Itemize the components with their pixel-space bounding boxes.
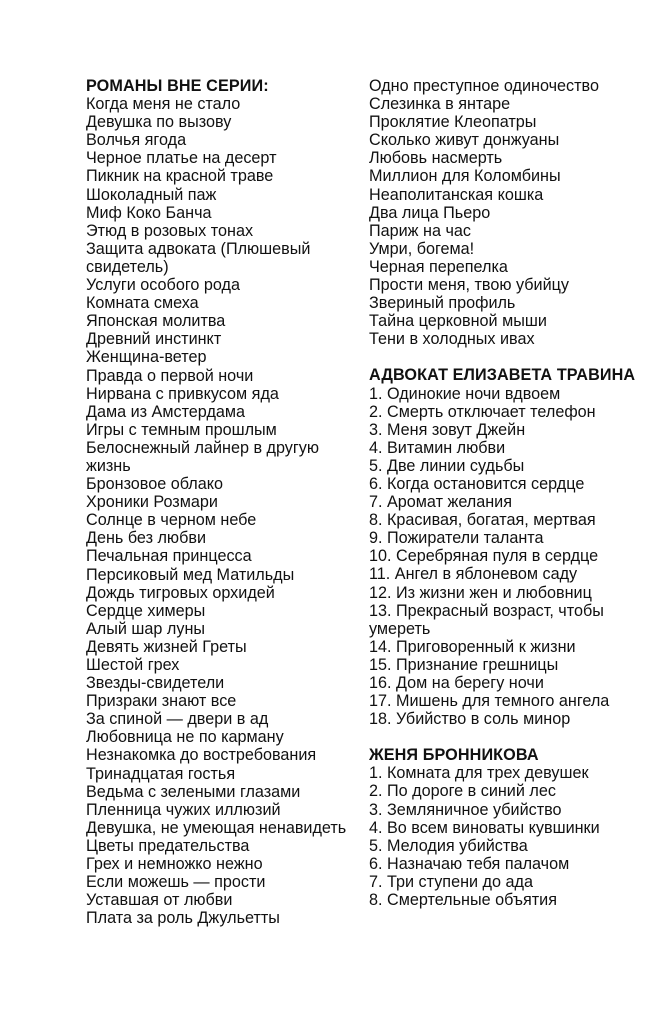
left-column	[86, 77, 354, 927]
section-spacer	[369, 348, 645, 366]
list-item: Если можешь — прости	[86, 873, 266, 892]
bronnikova-list	[369, 764, 645, 909]
list-item: Одно преступное одиночество	[369, 77, 599, 95]
list-item: Женщина-ветер	[86, 348, 207, 367]
list-item: Цветы предательства	[86, 836, 250, 855]
list-item: 3. Меня зовут Джейн	[369, 420, 526, 439]
list-item: Услуги особого рода	[86, 276, 240, 295]
list-item: Черная перепелка	[369, 257, 508, 276]
list-item: Солнце в черном небе	[86, 511, 257, 530]
list-item: Белоснежный лайнер в другую жизнь	[86, 438, 320, 475]
list-item: Этюд в розовых тонах	[86, 221, 254, 240]
list-item: Грех и немножко нежно	[86, 855, 263, 874]
list-item: 3. Земляничное убийство	[369, 800, 562, 819]
list-item: Прости меня, твою убийцу	[369, 276, 569, 295]
list-item: Нирвана с привкусом яда	[86, 384, 279, 403]
list-item: Правда о первой ночи	[86, 366, 254, 385]
list-item: 13. Прекрасный возраст, чтобы умереть	[369, 601, 604, 638]
list-item: Печальная принцесса	[86, 547, 252, 566]
list-item: Девушка, не умеющая ненавидеть	[86, 818, 347, 837]
list-item: Сколько живут донжуаны	[369, 131, 560, 150]
list-item: 12. Из жизни жен и любовниц	[369, 583, 592, 602]
list-item: 11. Ангел в яблоневом саду	[369, 565, 578, 584]
list-item: Миллион для Коломбины	[369, 167, 561, 186]
list-item: 6. Когда остановится сердце	[369, 474, 585, 493]
list-item: 5. Две линии судьбы	[369, 456, 525, 475]
list-item: 15. Признание грешницы	[369, 655, 559, 674]
list-item: Плата за роль Джульетты	[86, 909, 280, 928]
section-heading-travina: АДВОКАТ ЕЛИЗАВЕТА ТРАВИНА	[369, 366, 636, 385]
list-item: 4. Во всем виноваты кувшинки	[369, 818, 600, 837]
list-item: Шоколадный паж	[86, 185, 217, 204]
list-item: Защита адвоката (Плюшевый свидетель)	[86, 239, 311, 276]
section-heading-standalone: РОМАНЫ ВНЕ СЕРИИ:	[86, 77, 269, 95]
list-item: Дама из Амстердама	[86, 402, 246, 421]
list-item: 14. Приговоренный к жизни	[369, 637, 576, 656]
list-item: Любовница не по карману	[86, 728, 284, 747]
list-item: Пленница чужих иллюзий	[86, 800, 281, 819]
list-item: Незнакомка до востребования	[86, 746, 317, 765]
list-item: Пикник на красной траве	[86, 167, 274, 186]
list-item: 18. Убийство в соль минор	[369, 710, 571, 729]
list-item: Звериный профиль	[369, 294, 516, 313]
list-item: Ведьма с зелеными глазами	[86, 782, 301, 801]
list-item: Древний инстинкт	[86, 330, 222, 349]
list-item: Хроники Розмари	[86, 493, 218, 512]
standalone-list-right	[369, 77, 645, 348]
section-spacer	[369, 728, 645, 746]
list-item: Париж на час	[369, 221, 471, 240]
standalone-list-left	[86, 95, 354, 927]
list-item: Сердце химеры	[86, 601, 206, 620]
list-item: Комната смеха	[86, 294, 199, 313]
list-item: За спиной — двери в ад	[86, 710, 269, 729]
list-item: Черное платье на десерт	[86, 149, 277, 168]
list-item: Уставшая от любви	[86, 891, 233, 910]
list-item: Тринадцатая гостья	[86, 764, 236, 783]
list-item: Умри, богема!	[369, 239, 475, 258]
list-item: 6. Назначаю тебя палачом	[369, 854, 570, 873]
list-item: Проклятие Клеопатры	[369, 113, 537, 132]
right-column	[369, 77, 645, 909]
list-item: 7. Три ступени до ада	[369, 872, 533, 891]
travina-list	[369, 385, 645, 729]
list-item: Бронзовое облако	[86, 475, 223, 494]
list-item: Призраки знают все	[86, 692, 237, 711]
list-item: Японская молитва	[86, 312, 226, 331]
list-item: 8. Смертельные объятия	[369, 891, 557, 910]
list-item: Неаполитанская кошка	[369, 185, 544, 204]
list-item: Девушка по вызову	[86, 113, 232, 132]
list-item: Девять жизней Греты	[86, 637, 247, 656]
list-item: Алый шар луны	[86, 619, 206, 638]
list-item: Персиковый мед Матильды	[86, 565, 295, 584]
list-item: Шестой грех	[86, 656, 180, 674]
list-item: 16. Дом на берегу ночи	[369, 674, 544, 692]
list-item: Любовь насмерть	[369, 149, 503, 168]
list-item: Два лица Пьеро	[369, 203, 491, 222]
list-item: Тайна церковной мыши	[369, 312, 547, 331]
list-item: Игры с темным прошлым	[86, 420, 277, 439]
list-item: Слезинка в янтаре	[369, 95, 511, 114]
list-item: Волчья ягода	[86, 131, 187, 150]
list-item: 5. Мелодия убийства	[369, 836, 528, 855]
list-item: Миф Коко Банча	[86, 203, 212, 222]
list-item: 10. Серебряная пуля в сердце	[369, 547, 599, 566]
list-item: 9. Пожиратели таланта	[369, 529, 544, 548]
list-item: Тени в холодных ивах	[369, 330, 535, 349]
section-heading-bronnikova: ЖЕНЯ БРОННИКОВА	[369, 746, 539, 765]
list-item: Когда меня не стало	[86, 95, 241, 114]
list-item: 4. Витамин любви	[369, 438, 506, 457]
list-item: День без любви	[86, 529, 206, 548]
list-item: 8. Красивая, богатая, мертвая	[369, 511, 596, 530]
list-item: 2. По дороге в синий лес	[369, 782, 556, 801]
list-item: 1. Комната для трех девушек	[369, 764, 589, 783]
list-item: 17. Мишень для темного ангела	[369, 692, 610, 711]
list-item: 7. Аромат желания	[369, 493, 512, 512]
list-item: 2. Смерть отключает телефон	[369, 402, 596, 421]
list-item: 1. Одинокие ночи вдвоем	[369, 384, 561, 403]
list-item: Звезды-свидетели	[86, 674, 225, 693]
list-item: Дождь тигровых орхидей	[86, 583, 275, 602]
